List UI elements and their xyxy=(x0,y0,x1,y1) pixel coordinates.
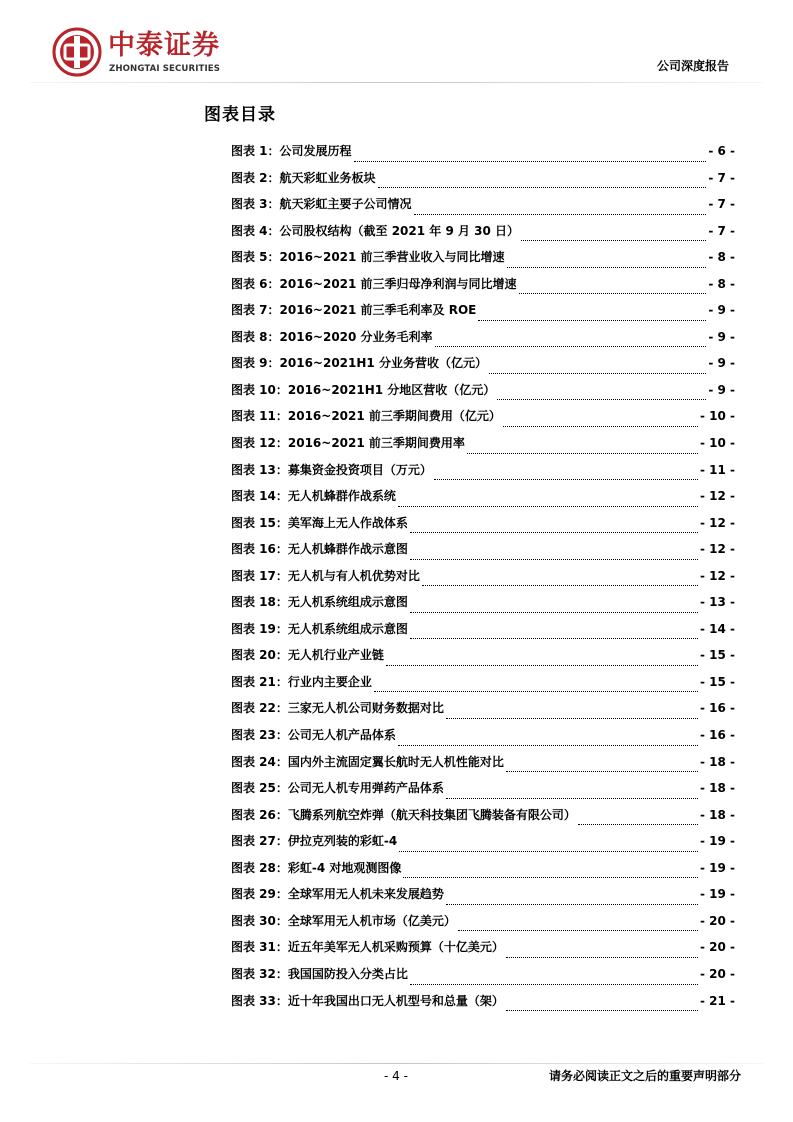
toc-entry-label: 图表 26：飞腾系列航空炸弹（航天科技集团飞腾装备有限公司） xyxy=(231,807,576,822)
footer-divider xyxy=(30,1063,763,1064)
toc-dot-leader xyxy=(435,345,707,347)
toc-dot-leader xyxy=(399,850,698,852)
toc-entry[interactable] xyxy=(231,488,735,515)
toc-dot-leader xyxy=(467,452,698,454)
toc-entry-label: 图表 29：全球军用无人机未来发展趋势 xyxy=(231,887,444,902)
toc-dot-leader xyxy=(414,213,707,215)
toc-entry[interactable] xyxy=(231,594,735,621)
toc-entry-label: 图表 5：2016~2021 前三季营业收入与同比增速 xyxy=(231,250,505,265)
toc-entry[interactable] xyxy=(231,196,735,223)
toc-entry-page: - 21 - xyxy=(699,993,735,1008)
toc-entry-page: - 10 - xyxy=(699,409,735,424)
toc-entry-label: 图表 9：2016~2021H1 分业务营收（亿元） xyxy=(231,356,487,371)
toc-entry-page: - 18 - xyxy=(699,807,735,822)
toc-entry-label: 图表 32：我国国防投入分类占比 xyxy=(231,966,408,981)
toc-entry-label: 图表 33：近十年我国出口无人机型号和总量（架） xyxy=(231,993,504,1008)
toc-entry-page: - 18 - xyxy=(699,754,735,769)
toc-entry-label: 图表 11：2016~2021 前三季期间费用（亿元） xyxy=(231,409,501,424)
toc-entry-page: - 7 - xyxy=(708,170,735,185)
toc-dot-leader xyxy=(497,398,706,400)
toc-entry-page: - 9 - xyxy=(708,382,735,397)
toc-entry[interactable] xyxy=(231,541,735,568)
toc-entry-label: 图表 1：公司发展历程 xyxy=(231,144,352,158)
toc-entry-label: 图表 2：航天彩虹业务板块 xyxy=(231,170,376,185)
toc-entry[interactable] xyxy=(231,886,735,913)
toc-entry-page: - 9 - xyxy=(708,303,735,318)
toc-entry-label: 图表 16：无人机蜂群作战示意图 xyxy=(231,542,408,557)
toc-entry-label: 图表 10：2016~2021H1 分地区营收（亿元） xyxy=(231,382,496,397)
toc-entry[interactable] xyxy=(231,833,735,860)
toc-entry-label: 图表 31：近五年美军无人机采购预算（十亿美元） xyxy=(231,940,504,955)
toc-entry[interactable] xyxy=(231,515,735,542)
toc-dot-leader xyxy=(378,186,707,188)
toc-entry-page: - 19 - xyxy=(699,887,735,902)
toc-entry-page: - 7 - xyxy=(708,197,735,212)
toc-entry-page: - 15 - xyxy=(699,674,735,689)
toc-dot-leader xyxy=(519,292,707,294)
toc-dot-leader xyxy=(410,611,698,613)
toc-entry-label: 图表 27：伊拉克列装的彩虹-4 xyxy=(231,834,398,849)
toc-dot-leader xyxy=(446,797,698,799)
logo-english-name: ZHONGTAI SECURITIES xyxy=(109,64,221,74)
toc-entry-label: 图表 30：全球军用无人机市场（亿美元） xyxy=(231,913,456,928)
toc-dot-leader xyxy=(403,876,698,878)
footer-disclaimer: 请务必阅读正文之后的重要声明部分 xyxy=(548,1069,741,1083)
toc-entry-label: 图表 18：无人机系统组成示意图 xyxy=(231,595,408,610)
toc-dot-leader xyxy=(478,319,706,321)
toc-entry-page: - 10 - xyxy=(699,436,735,451)
toc-dot-leader xyxy=(506,956,698,958)
toc-dot-leader xyxy=(507,266,707,268)
toc-entry-label: 图表 12：2016~2021 前三季期间费用率 xyxy=(231,436,465,451)
toc-entry-page: - 6 - xyxy=(708,144,735,158)
toc-entry[interactable] xyxy=(231,170,735,197)
toc-entry-page: - 12 - xyxy=(699,542,735,557)
toc-entry[interactable] xyxy=(231,435,735,462)
toc-entry-page: - 12 - xyxy=(699,568,735,583)
toc-dot-leader xyxy=(410,637,698,639)
header-divider xyxy=(30,82,763,83)
toc-dot-leader xyxy=(434,478,698,480)
toc-entry[interactable] xyxy=(231,939,735,966)
toc-entry-page: - 7 - xyxy=(708,223,735,238)
toc-entry[interactable] xyxy=(231,223,735,250)
toc-entry-page: - 13 - xyxy=(699,595,735,610)
toc-entry[interactable] xyxy=(231,355,735,382)
toc-dot-leader xyxy=(398,744,698,746)
toc-entry-label: 图表 4：公司股权结构（截至 2021 年 9 月 30 日） xyxy=(231,223,520,238)
toc-entry-page: - 12 - xyxy=(699,515,735,530)
toc-entry[interactable] xyxy=(231,621,735,648)
toc-dot-leader xyxy=(386,664,698,666)
toc-entry-label: 图表 22：三家无人机公司财务数据对比 xyxy=(231,701,444,716)
toc-entry[interactable] xyxy=(231,382,735,409)
company-logo xyxy=(52,27,242,81)
toc-entry-page: - 19 - xyxy=(699,860,735,875)
toc-entry-page: - 8 - xyxy=(708,276,735,291)
toc-entry-page: - 20 - xyxy=(699,940,735,955)
toc-entry[interactable] xyxy=(231,568,735,595)
toc-dot-leader xyxy=(458,929,698,931)
toc-dot-leader xyxy=(446,717,698,719)
toc-dot-leader xyxy=(398,505,698,507)
toc-entry-label: 图表 6：2016~2021 前三季归母净利润与同比增速 xyxy=(231,276,517,291)
toc-entry-label: 图表 15：美军海上无人作战体系 xyxy=(231,515,408,530)
toc-entry[interactable] xyxy=(231,249,735,276)
toc-entry-page: - 9 - xyxy=(708,356,735,371)
toc-entry-label: 图表 28：彩虹-4 对地观测图像 xyxy=(231,860,402,875)
toc-entry-label: 图表 21：行业内主要企业 xyxy=(231,674,372,689)
toc-entry[interactable] xyxy=(231,700,735,727)
toc-entry[interactable] xyxy=(231,780,735,807)
toc-entry-label: 图表 20：无人机行业产业链 xyxy=(231,648,384,663)
toc-entry[interactable] xyxy=(231,807,735,834)
toc-dot-leader xyxy=(446,903,698,905)
toc-entry[interactable] xyxy=(231,462,735,489)
toc-entry[interactable] xyxy=(231,143,735,170)
toc-entry-page: - 19 - xyxy=(699,834,735,849)
toc-entry[interactable] xyxy=(231,913,735,940)
toc-entry[interactable] xyxy=(231,302,735,329)
toc-dot-leader xyxy=(578,823,698,825)
toc-entry-page: - 18 - xyxy=(699,781,735,796)
toc-entry-page: - 11 - xyxy=(699,462,735,477)
toc-entry-page: - 14 - xyxy=(699,621,735,636)
toc-entry[interactable] xyxy=(231,727,735,754)
toc-dot-leader xyxy=(489,372,706,374)
toc-entry-page: - 20 - xyxy=(699,966,735,981)
toc-entry-label: 图表 17：无人机与有人机优势对比 xyxy=(231,568,420,583)
toc-entry-page: - 9 - xyxy=(708,329,735,344)
toc-entry-label: 图表 13：募集资金投资项目（万元） xyxy=(231,462,432,477)
toc-dot-leader xyxy=(503,425,698,427)
toc-list xyxy=(231,143,735,1019)
toc-entry-page: - 15 - xyxy=(699,648,735,663)
toc-entry-page: - 12 - xyxy=(699,489,735,504)
report-type-label: 公司深度报告 xyxy=(656,59,729,73)
page-number: - 4 - xyxy=(384,1069,408,1083)
toc-entry[interactable] xyxy=(231,993,735,1020)
toc-entry[interactable] xyxy=(231,860,735,887)
toc-dot-leader xyxy=(506,770,698,772)
toc-entry-page: - 20 - xyxy=(699,913,735,928)
toc-dot-leader xyxy=(506,1009,698,1011)
toc-entry[interactable] xyxy=(231,276,735,303)
toc-dot-leader xyxy=(521,239,706,241)
zhongtai-logo-icon xyxy=(52,27,102,77)
toc-entry-label: 图表 24：国内外主流固定翼长航时无人机性能对比 xyxy=(231,754,504,769)
toc-dot-leader xyxy=(374,690,698,692)
toc-dot-leader xyxy=(410,558,698,560)
toc-dot-leader xyxy=(410,531,698,533)
toc-entry[interactable] xyxy=(231,674,735,701)
toc-entry-label: 图表 25：公司无人机专用弹药产品体系 xyxy=(231,781,444,796)
toc-entry-page: - 8 - xyxy=(708,250,735,265)
toc-entry[interactable] xyxy=(231,966,735,993)
toc-entry[interactable] xyxy=(231,754,735,781)
toc-dot-leader xyxy=(410,983,698,985)
toc-entry-label: 图表 19：无人机系统组成示意图 xyxy=(231,621,408,636)
toc-entry-label: 图表 3：航天彩虹主要子公司情况 xyxy=(231,197,412,212)
toc-entry-page: - 16 - xyxy=(699,701,735,716)
toc-entry[interactable] xyxy=(231,408,735,435)
toc-entry-page: - 16 - xyxy=(699,728,735,743)
toc-title: 图表目录 xyxy=(204,105,276,125)
toc-entry[interactable] xyxy=(231,647,735,674)
toc-entry-label: 图表 14：无人机蜂群作战系统 xyxy=(231,489,396,504)
toc-dot-leader xyxy=(422,584,698,586)
toc-dot-leader xyxy=(354,160,707,162)
toc-entry-label: 图表 8：2016~2020 分业务毛利率 xyxy=(231,329,433,344)
toc-entry[interactable] xyxy=(231,329,735,356)
logo-chinese-name: 中泰证券 xyxy=(108,30,220,61)
toc-entry-label: 图表 7：2016~2021 前三季毛利率及 ROE xyxy=(231,303,477,318)
toc-entry-label: 图表 23：公司无人机产品体系 xyxy=(231,728,396,743)
